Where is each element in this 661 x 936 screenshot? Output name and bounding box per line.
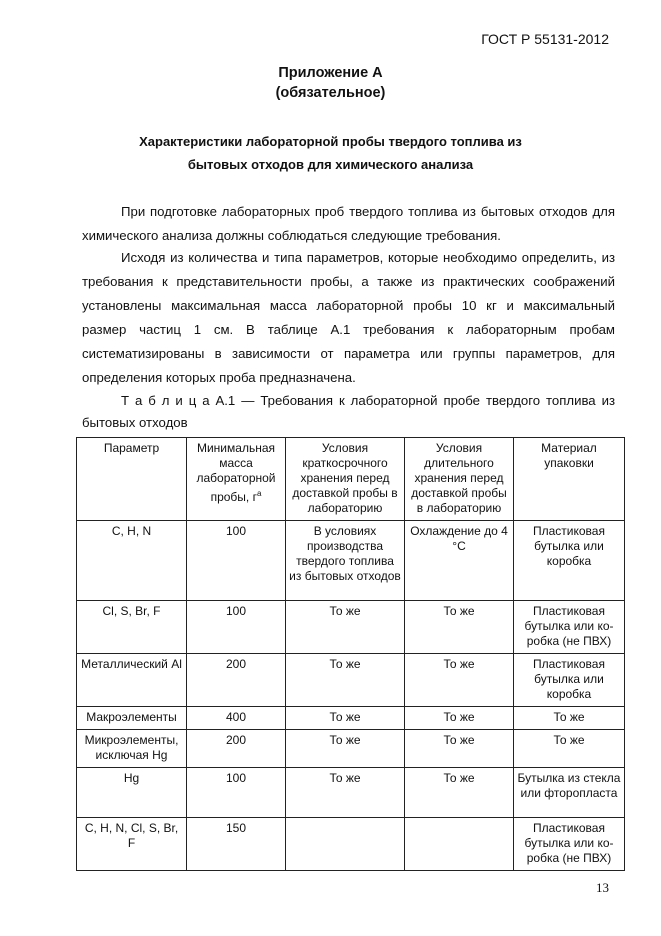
table-row xyxy=(77,654,625,707)
page-number: 13 xyxy=(596,880,609,895)
paragraph-2 xyxy=(82,246,615,390)
cell-mass: 100 xyxy=(187,521,286,601)
cell-short-storage: То же xyxy=(286,707,405,730)
cell-parameter: Макроэлементы xyxy=(77,707,187,730)
cell-packaging: Пластиковая бутылка или коробка xyxy=(514,521,625,601)
paragraph-line: определения которых проба предназначена. xyxy=(82,370,356,385)
header-short-storage: Условия краткосрочного хранения перед доставкой пробы в лабораторию xyxy=(286,438,405,521)
table-row xyxy=(77,818,625,871)
cell-packaging: То же xyxy=(514,730,625,768)
cell-mass: 400 xyxy=(187,707,286,730)
cell-packaging: Пластиковая бутылка или ко-робка (не ПВХ) xyxy=(514,601,625,654)
cell-short-storage: То же xyxy=(286,654,405,707)
cell-mass: 200 xyxy=(187,730,286,768)
cell-packaging: Пластиковая бутылка или коробка xyxy=(514,654,625,707)
cell-long-storage: Охлаждение до 4 °С xyxy=(405,521,514,601)
cell-packaging: Бутылка из стекла или фторопласта xyxy=(514,768,625,818)
table-row xyxy=(77,521,625,601)
cell-short-storage: То же xyxy=(286,601,405,654)
cell-parameter: Микроэлементы, исключая Hg xyxy=(77,730,187,768)
header-packaging: Материал упаковки xyxy=(514,438,625,521)
cell-parameter: C, H, N, Cl, S, Br, F xyxy=(77,818,187,871)
document-code: ГОСТ Р 55131-2012 xyxy=(481,31,609,47)
appendix-title: Приложение А xyxy=(278,65,383,81)
cell-parameter: C, H, N xyxy=(77,521,187,601)
paragraph-line: установлены максимальная масса лабораторной пробы 10 кг и максимальный xyxy=(82,298,615,313)
paragraph-line: требования к представительности пробы, а также из практических соображений xyxy=(82,274,615,289)
paragraph-line: химического анализа должны соблюдаться следующие требования. xyxy=(82,228,501,243)
cell-mass: 150 xyxy=(187,818,286,871)
cell-short-storage: То же xyxy=(286,768,405,818)
table-row xyxy=(77,707,625,730)
table-row xyxy=(77,601,625,654)
table-row xyxy=(77,730,625,768)
paragraph-line: При подготовке лабораторных проб твердого топлива из бытовых отходов для xyxy=(121,204,615,219)
cell-short-storage: То же xyxy=(286,730,405,768)
table-caption-line: бытовых отходов xyxy=(82,415,188,430)
header-long-storage: Условия длительного хранения перед доставкой пробы в лабораторию xyxy=(405,438,514,521)
requirements-table xyxy=(76,437,625,871)
cell-mass: 100 xyxy=(187,768,286,818)
cell-long-storage: То же xyxy=(405,601,514,654)
section-heading-line-1: Характеристики лабораторной пробы твердого топлива из xyxy=(139,134,522,149)
cell-short-storage: В условиях производства твердого топлива из бытовых отходов xyxy=(286,521,405,601)
cell-mass: 200 xyxy=(187,654,286,707)
cell-parameter: Cl, S, Br, F xyxy=(77,601,187,654)
paragraph-1 xyxy=(82,200,615,248)
cell-long-storage: То же xyxy=(405,730,514,768)
cell-packaging: То же xyxy=(514,707,625,730)
table-caption-line: Т а б л и ц а А.1 — Требования к лабораторной пробе твердого топлива из xyxy=(121,393,615,408)
cell-mass: 100 xyxy=(187,601,286,654)
table-caption xyxy=(82,390,615,434)
footnote-mark: а xyxy=(256,489,262,498)
cell-long-storage xyxy=(405,818,514,871)
paragraph-line: Исходя из количества и типа параметров, которые необходимо определить, из xyxy=(121,250,615,265)
section-heading-line-2: бытовых отходов для химического анализа xyxy=(187,157,474,172)
header-min-mass-label: Минимальная масса лабораторной пробы, г xyxy=(196,441,276,504)
paragraph-line: систематизированы в зависимости от параметра или группы параметров, для xyxy=(82,346,615,361)
cell-parameter: Hg xyxy=(77,768,187,818)
paragraph-line: размер частиц 1 см. В таблице А.1 требования к лабораторным пробам xyxy=(82,322,615,337)
cell-long-storage: То же xyxy=(405,654,514,707)
table-row xyxy=(77,768,625,818)
appendix-status: (обязательное) xyxy=(275,85,386,101)
header-min-mass xyxy=(187,438,286,521)
cell-short-storage xyxy=(286,818,405,871)
cell-parameter: Металлический Al xyxy=(77,654,187,707)
table-header-row xyxy=(77,438,625,521)
header-parameter: Параметр xyxy=(77,438,187,521)
cell-packaging: Пластиковая бутылка или ко-робка (не ПВХ) xyxy=(514,818,625,871)
cell-long-storage: То же xyxy=(405,768,514,818)
cell-long-storage: То же xyxy=(405,707,514,730)
